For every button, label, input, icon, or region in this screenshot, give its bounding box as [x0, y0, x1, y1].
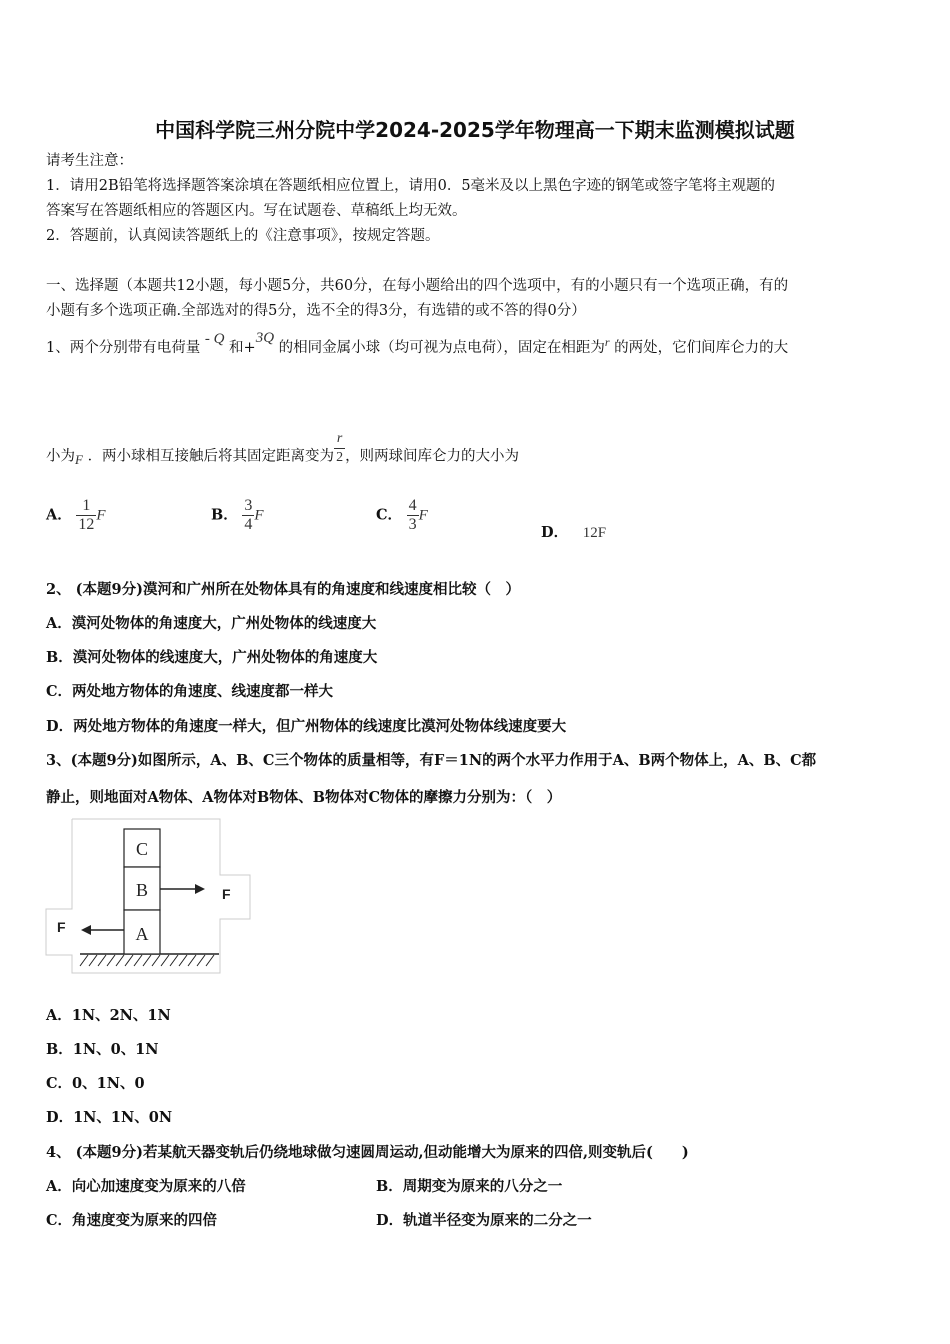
label-a: A — [135, 924, 149, 944]
arrow-left-icon — [81, 925, 91, 935]
notice-line-1: 1．请用2B铅笔将选择题答案涂填在答题纸相应位置上，请用0．5毫米及以上黑色字迹的钢笔或签字笔将主观题的 — [46, 178, 776, 194]
q1-option-d[interactable]: D． 12F — [541, 524, 607, 541]
q1-option-a[interactable]: A． $\frac{1}{12}$ F — [46, 497, 106, 533]
notice-line-3: 2．答题前，认真阅读答题纸上的《注意事项》，按规定答题。 — [46, 228, 440, 244]
force-left-label: F — [57, 919, 66, 935]
q3-figure — [44, 817, 264, 977]
q2-stem: 2、 (本题9分)漠河和广州所在处物体具有的角速度和线速度相比较（ ） — [46, 581, 520, 598]
force-f: F — [75, 451, 83, 467]
q1-option-b[interactable]: B． $\frac{3}{4}$ F — [211, 497, 264, 533]
q4-option-a[interactable]: A．向心加速度变为原来的八倍 — [46, 1178, 246, 1195]
distance-r: r — [604, 335, 610, 349]
notice-line-2: 答案写在答题纸相应的答题区内。写在试题卷、草稿纸上均无效。 — [46, 203, 467, 219]
q4-option-b[interactable]: B．周期变为原来的八分之一 — [376, 1178, 563, 1195]
notice-heading: 请考生注意： — [46, 153, 133, 169]
q3-option-b[interactable]: B．1N、0、1N — [46, 1041, 159, 1058]
charge-neg-q: - Q — [204, 331, 225, 347]
force-right-label: F — [222, 886, 231, 902]
q1-option-c[interactable]: C． $\frac{4}{3}$ F — [376, 497, 428, 533]
q2-option-a[interactable]: A．漠河处物体的角速度大，广州处物体的线速度大 — [46, 615, 377, 632]
q2-option-c[interactable]: C．两处地方物体的角速度、线速度都一样大 — [46, 683, 334, 700]
q2-option-b[interactable]: B．漠河处物体的线速度大，广州处物体的角速度大 — [46, 649, 378, 666]
fraction-r-over-2: $\frac{r}{2}$ — [336, 431, 344, 465]
ground-hatching — [80, 955, 214, 966]
q3-stem-line-2: 静止，则地面对A物体、A物体对B物体、B物体对C物体的摩擦力分别为：（ ） — [46, 789, 562, 806]
q2-option-d[interactable]: D．两处地方物体的角速度一样大，但广州物体的线速度比漠河处物体线速度要大 — [46, 718, 567, 735]
q4-option-d[interactable]: D．轨道半径变为原来的二分之一 — [376, 1212, 592, 1229]
q3-option-d[interactable]: D．1N、1N、0N — [46, 1109, 173, 1126]
q1-stem-line-2: 小为F ．两小球相互接触后将其固定距离变为 $\frac{r}{2}$ ，则两球间库仑力的大小为 — [46, 431, 520, 467]
charge-3q: 3Q — [255, 330, 275, 346]
q4-option-c[interactable]: C．角速度变为原来的四倍 — [46, 1212, 218, 1229]
section-intro-line-2: 小题有多个选项正确.全部选对的得5分，选不全的得3分，有选错的或不答的得0分） — [46, 303, 586, 319]
label-b: B — [135, 880, 149, 900]
page-title: 中国科学院三州分院中学2024-2025学年物理高一下期末监测模拟试题 — [155, 118, 795, 142]
section-intro-line-1: 一、选择题（本题共12小题，每小题5分，共60分，在每小题给出的四个选项中，有的小题只有一个选项正确，有的 — [46, 278, 789, 294]
q3-option-c[interactable]: C．0、1N、0 — [46, 1075, 145, 1092]
q4-stem: 4、 (本题9分)若某航天器变轨后仍绕地球做匀速圆周运动,但动能增大为原来的四倍,则变轨后( ) — [46, 1144, 689, 1161]
q1-stem-line-1: 1、两个分别带有电荷量 - Q 和+3Q 的相同金属小球（均可视为点电荷），固定在相距为$^r$ 的两处，它们间库仑力的大 — [46, 330, 789, 356]
label-c: C — [135, 839, 149, 859]
q3-stem-line-1: 3、(本题9分)如图所示，A、B、C三个物体的质量相等，有F＝1N的两个水平力作用于A、B两个物体上，A、B、C都 — [46, 752, 817, 769]
arrow-right-icon — [195, 884, 205, 894]
q3-option-a[interactable]: A．1N、2N、1N — [46, 1007, 171, 1024]
